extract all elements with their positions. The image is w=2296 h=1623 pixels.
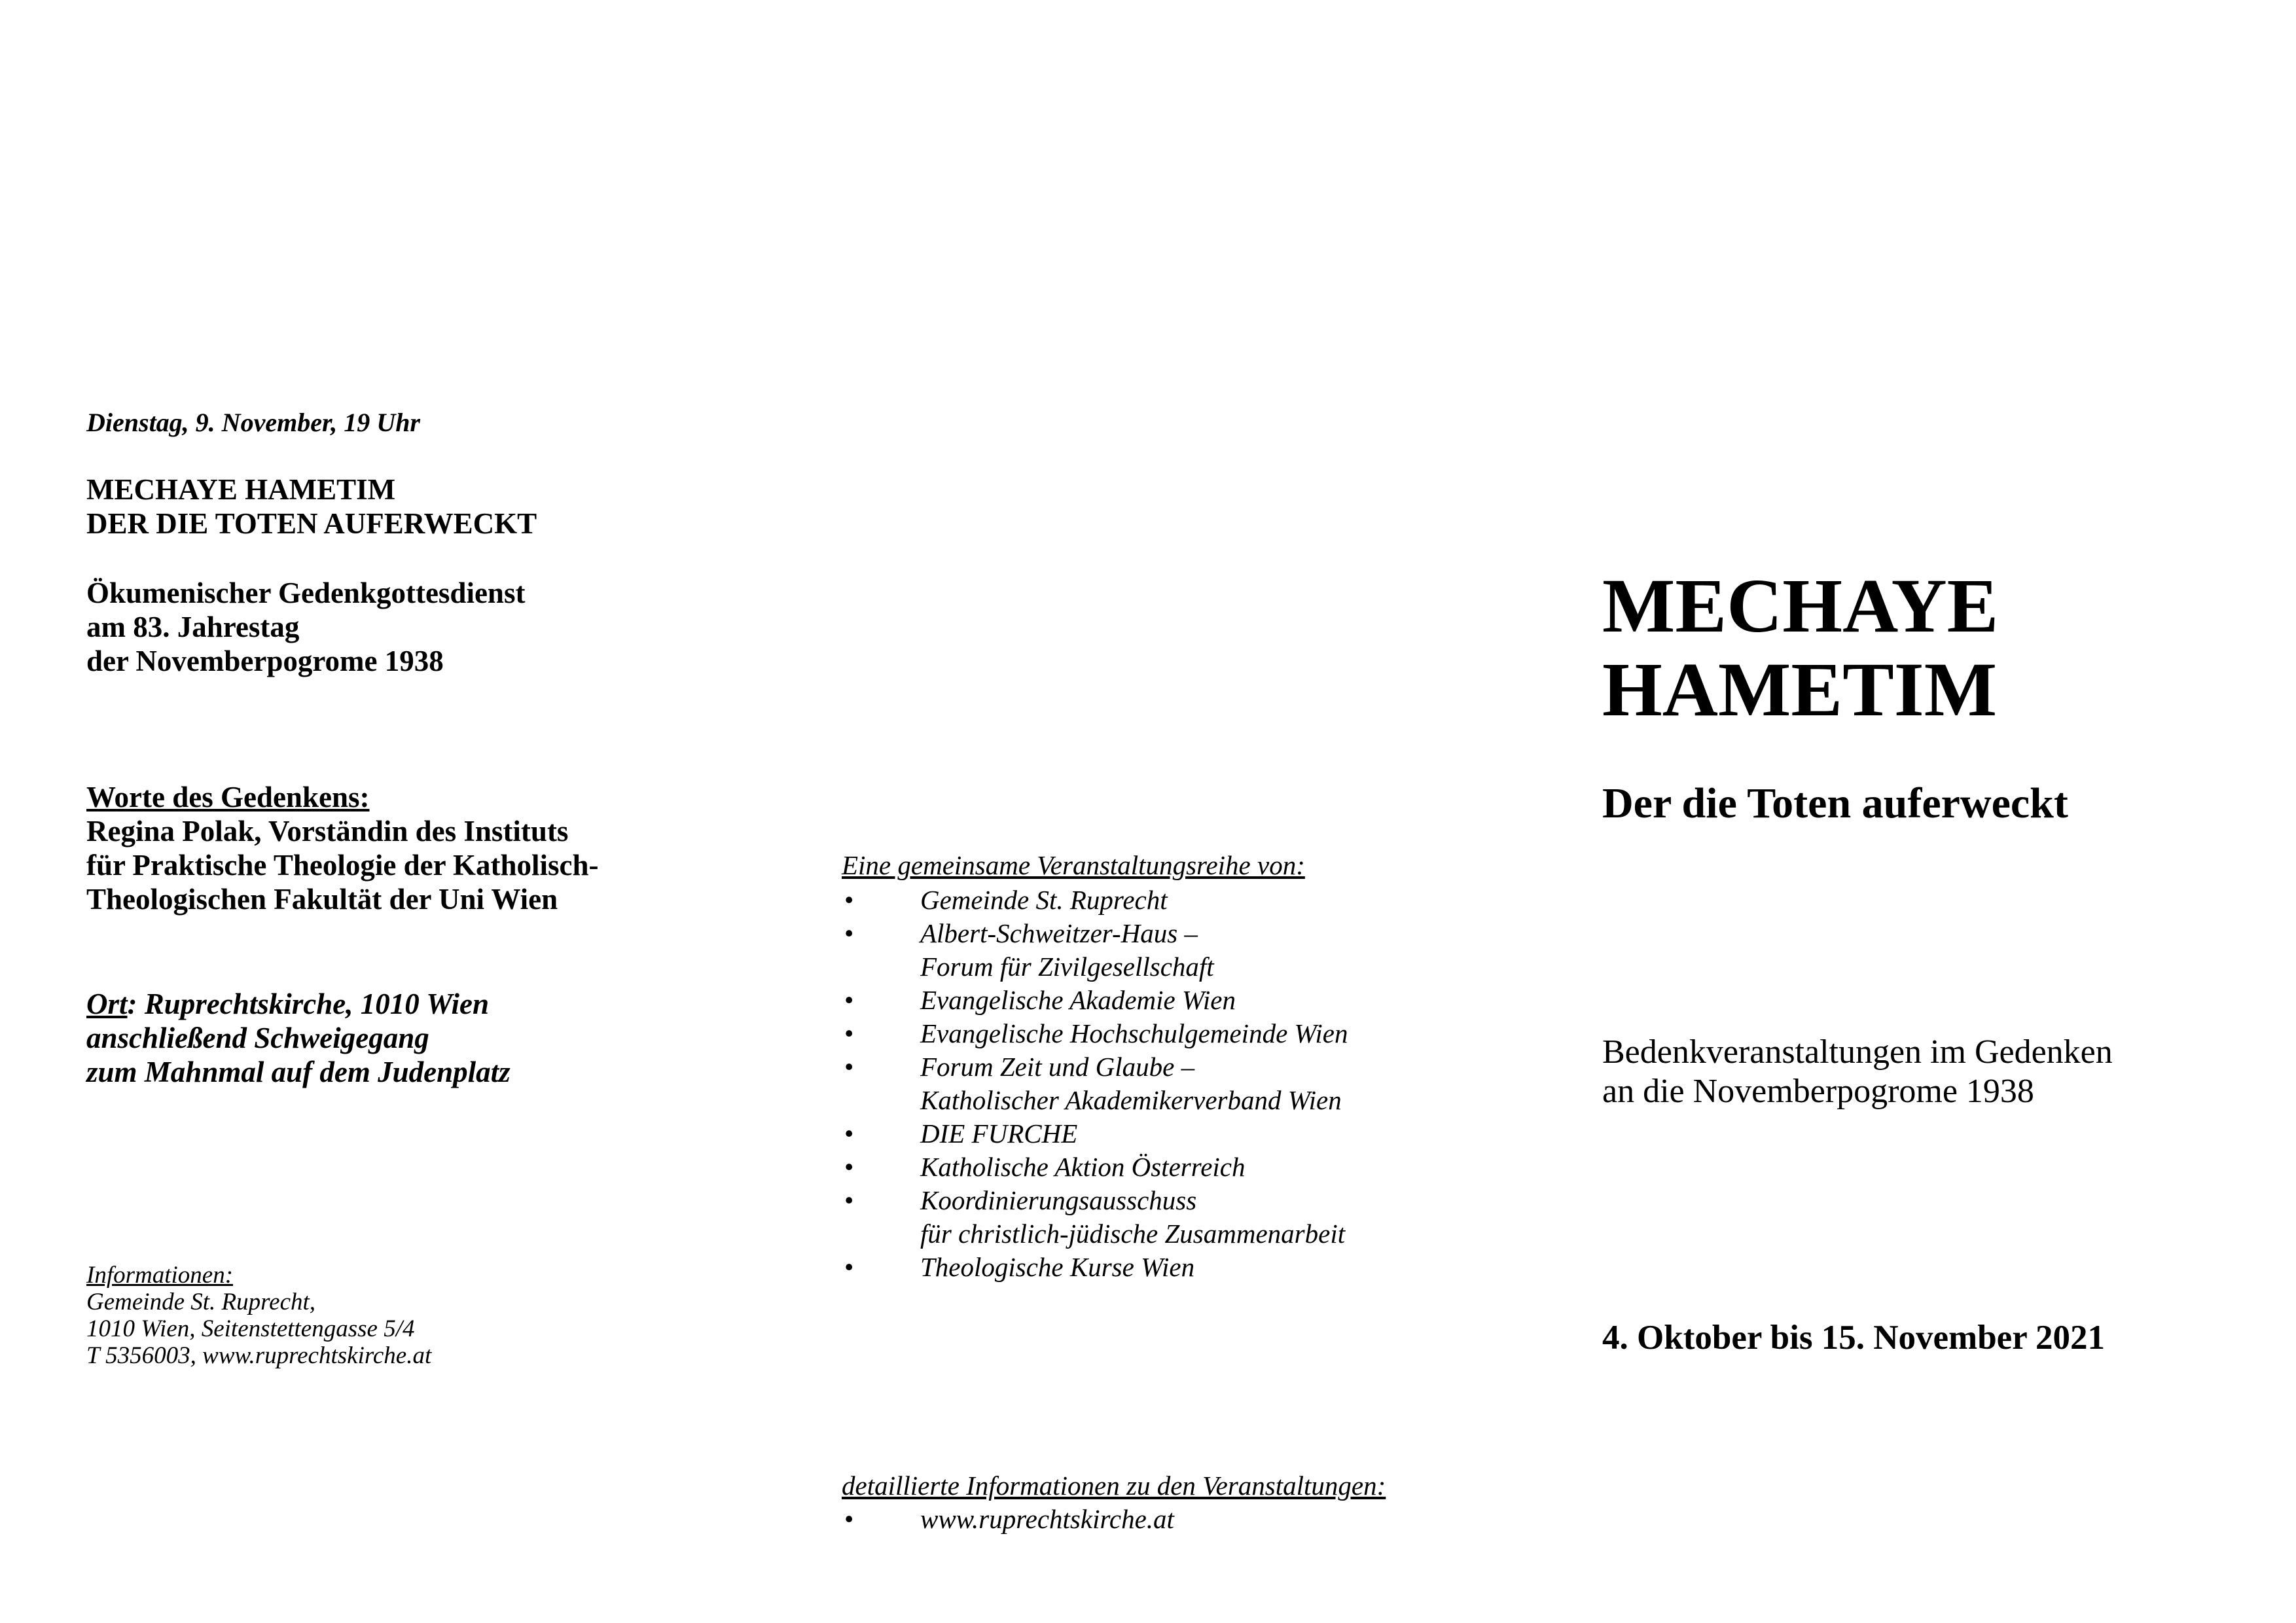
contact-line: T 5356003, www.ruprechtskirche.at [86, 1342, 432, 1369]
organizer-line: Albert-Schweitzer-Haus – [920, 918, 1198, 948]
speaker-heading: Worte des Gedenkens: [86, 781, 370, 813]
bullet-icon: • [844, 985, 854, 1015]
cover-title-line: MECHAYE [1602, 563, 1999, 649]
website-link[interactable]: www.ruprechtskirche.at [920, 1504, 1174, 1534]
speaker-line: für Praktische Theologie der Katholisch- [86, 849, 599, 882]
bullet-icon: • [844, 1504, 854, 1534]
contact-heading: Informationen: [86, 1262, 234, 1289]
location-block [86, 987, 511, 1089]
organizer-line: Koordinierungsausschuss [920, 1185, 1197, 1215]
location-line: zum Mahnmal auf dem Judenplatz [86, 1056, 511, 1088]
location-line: anschließend Schweigegang [86, 1022, 429, 1054]
list-item [842, 1503, 1174, 1536]
cover-subtitle: Der die Toten auferweckt [1602, 779, 2068, 827]
organizer-line: Forum für Zivilgesellschaft [920, 952, 1214, 982]
location-label: Ort [86, 988, 128, 1020]
list-item [842, 1251, 1348, 1284]
event-title-line: DER DIE TOTEN AUFERWECKT [86, 507, 537, 540]
location-value: : Ruprechtskirche, 1010 Wien [127, 988, 490, 1020]
contact-line: 1010 Wien, Seitenstettengasse 5/4 [86, 1315, 415, 1342]
organizer-line: Evangelische Hochschulgemeinde Wien [920, 1018, 1348, 1048]
series-description [1602, 1033, 2113, 1111]
list-item [842, 917, 1348, 984]
list-item [842, 984, 1348, 1017]
list-item [842, 1050, 1348, 1117]
list-item [842, 1117, 1348, 1150]
event-date: Dienstag, 9. November, 19 Uhr [86, 408, 420, 437]
organizer-line: Gemeinde St. Ruprecht [920, 885, 1168, 915]
speaker-line: Theologischen Fakultät der Uni Wien [86, 883, 558, 916]
contact-info [86, 1262, 431, 1369]
service-line: Ökumenischer Gedenkgottesdienst [86, 577, 526, 609]
bullet-icon: • [844, 1052, 854, 1082]
bullet-icon: • [844, 918, 854, 948]
list-item [842, 1184, 1348, 1251]
service-line: am 83. Jahrestag [86, 611, 300, 643]
bullet-icon: • [844, 1018, 854, 1048]
organizers-heading: Eine gemeinsame Veranstaltungsreihe von: [842, 850, 1305, 880]
list-item [842, 883, 1348, 917]
organizer-line: Forum Zeit und Glaube – [920, 1052, 1195, 1082]
speaker-block [86, 780, 599, 916]
contact-line: Gemeinde St. Ruprecht, [86, 1289, 316, 1315]
organizer-line: Theologische Kurse Wien [920, 1252, 1195, 1282]
bullet-icon: • [844, 885, 854, 915]
service-line: der Novemberpogrome 1938 [86, 645, 444, 677]
series-line: Bedenkveranstaltungen im Gedenken [1602, 1033, 2113, 1071]
event-title [86, 473, 537, 541]
list-item [842, 1150, 1348, 1184]
bullet-icon: • [844, 1185, 854, 1215]
bullet-icon: • [844, 1252, 854, 1282]
organizers-list [842, 883, 1348, 1284]
cover-title-line: HAMETIM [1602, 647, 1998, 732]
details-heading: detaillierte Informationen zu den Veranstaltungen: [842, 1471, 1386, 1501]
organizer-line: für christlich-jüdische Zusammenarbeit [920, 1219, 1346, 1249]
location-first-line [86, 987, 511, 1021]
list-item [842, 1017, 1348, 1050]
details-list [842, 1503, 1174, 1536]
organizer-line: Katholischer Akademikerverband Wien [920, 1085, 1342, 1115]
series-line: an die Novemberpogrome 1938 [1602, 1073, 2034, 1110]
organizer-line: DIE FURCHE [920, 1118, 1078, 1149]
bullet-icon: • [844, 1152, 854, 1182]
bullet-icon: • [844, 1118, 854, 1149]
cover-title [1602, 564, 1998, 732]
speaker-line: Regina Polak, Vorständin des Instituts [86, 815, 569, 847]
event-title-line: MECHAYE HAMETIM [86, 473, 396, 506]
organizer-line: Katholische Aktion Österreich [920, 1152, 1246, 1182]
service-description [86, 576, 525, 678]
organizer-line: Evangelische Akademie Wien [920, 985, 1236, 1015]
date-range: 4. Oktober bis 15. November 2021 [1602, 1319, 2106, 1357]
